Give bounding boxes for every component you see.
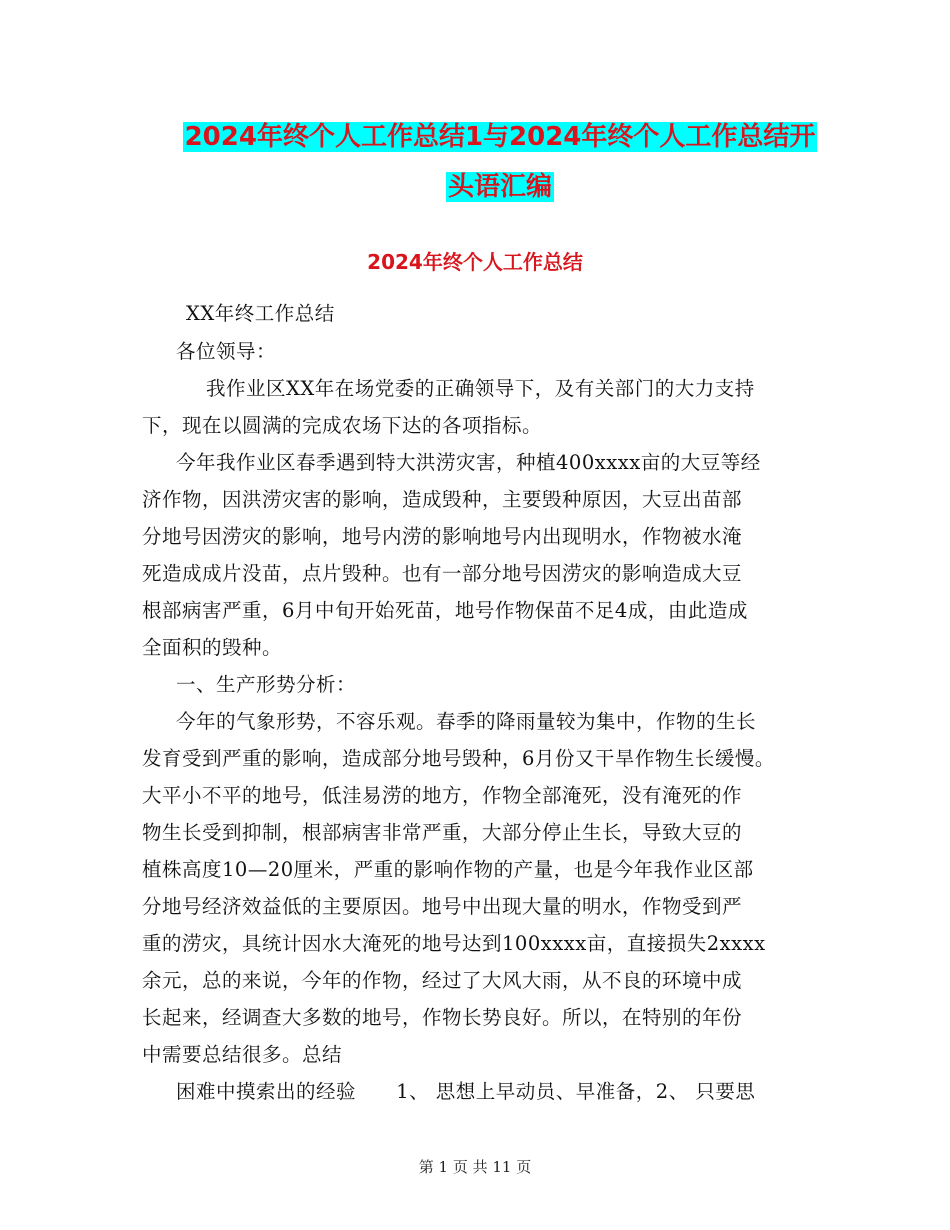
body-line: 今年我作业区春季遇到特大洪涝灾害，种植400xxxx亩的大豆等经 <box>176 451 761 474</box>
body-line: 长起来，经调查大多数的地号，作物长势良好。所以，在特别的年份 <box>142 1006 743 1029</box>
body-line: 困难中摸索出的经验 1、 思想上早动员、早准备，2、 只要思 <box>176 1080 756 1103</box>
document-title-line-2: 头语汇编 <box>447 172 552 202</box>
document-title-line-1: 2024年终个人工作总结1与2024年终个人工作总结开 <box>184 122 816 152</box>
body-line: 今年的气象形势，不容乐观。春季的降雨量较为集中，作物的生长 <box>176 710 757 733</box>
body-line: 死造成成片没苗，点片毁种。也有一部分地号因涝灾的影响造成大豆 <box>142 562 743 585</box>
body-line: 全面积的毁种。 <box>142 636 283 659</box>
body-line: 各位领导： <box>176 340 277 363</box>
page-footer: 第 1 页 共 11 页 <box>418 1158 532 1176</box>
body-line: 一、生产形势分析： <box>176 673 357 696</box>
document-title <box>140 112 860 212</box>
body-line: 下，现在以圆满的完成农场下达的各项指标。 <box>142 414 543 437</box>
body-line: 大平小不平的地号，低洼易涝的地方，作物全部淹死，没有淹死的作 <box>142 784 743 807</box>
section-title: 2024年终个人工作总结 <box>367 250 583 274</box>
body-line: XX年终工作总结 <box>186 302 335 325</box>
body-line: 分地号经济效益低的主要原因。地号中出现大量的明水，作物受到严 <box>142 895 743 918</box>
body-line: 重的涝灾，具统计因水大淹死的地号达到100xxxx亩，直接损失2xxxx <box>142 932 766 955</box>
body-line: 发育受到严重的影响，造成部分地号毁种，6月份又干旱作物生长缓慢。 <box>142 747 775 770</box>
body-line: 物生长受到抑制，根部病害非常严重，大部分停止生长，导致大豆的 <box>142 821 743 844</box>
body-line: 我作业区XX年在场党委的正确领导下，及有关部门的大力支持 <box>206 377 755 400</box>
body-line: 余元，总的来说，今年的作物，经过了大风大雨，从不良的环境中成 <box>142 969 743 992</box>
body-line: 植株高度10—20厘米，严重的影响作物的产量，也是今年我作业区部 <box>142 858 754 881</box>
body-line: 中需要总结很多。总结 <box>142 1043 343 1066</box>
body-line: 分地号因涝灾的影响，地号内涝的影响地号内出现明水，作物被水淹 <box>142 525 743 548</box>
body-line: 根部病害严重，6月中旬开始死苗，地号作物保苗不足4成，由此造成 <box>142 599 748 622</box>
body-line: 济作物，因洪涝灾害的影响，造成毁种，主要毁种原因，大豆出苗部 <box>142 488 743 511</box>
